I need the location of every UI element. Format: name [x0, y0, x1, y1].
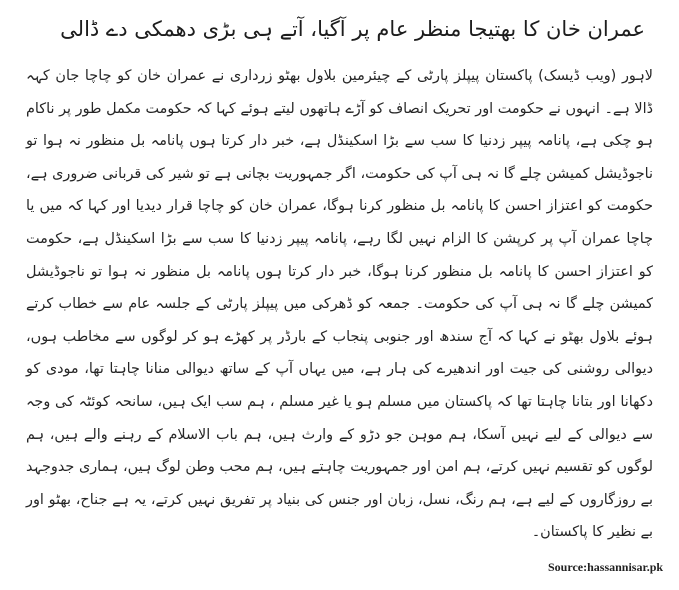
source-credit: Source:hassannisar.pk: [548, 560, 664, 574]
article-headline: عمران خان کا بھتیجا منظر عام پر آگیا، آتے ہی بڑی دھمکی دے ڈالی: [60, 17, 645, 41]
article-body: لاہور (ویب ڈیسک) پاکستان پیپلز پارٹی کے چیئرمین بلاول بھٹو زرداری نے عمران خان کو چاچا جان کہہ ڈالا ہے۔ انہوں نے حکومت اور تحریک انصاف کو آڑے ہاتھوں لیتے ہوئے کہا کہ حکومت مکمل طور پر ناکام ہو چکی ہے، پانامہ پیپر زدنیا کا سب سے بڑا اسکینڈل ہے، خبر دار کرتا ہوں پانامہ بل منظور نہ ہوا تو ناجوڈیشل کمیشن چلے گا نہ ہی آپ کی حکومت، اگر جمہوریت بچانی ہے تو شیر کی قربانی ضروری ہے، حکومت کو اعتزاز احسن کا پانامہ بل منظور کرنا ہوگا، عمران خان کو چاچا قرار دیدیا اور کہا کہ میں یا چاچا عمران آپ پر کرپشن کا الزام نہیں لگا رہے، پانامہ پیپر زدنیا کا سب سے بڑا اسکینڈل ہے، حکومت کو اعتزاز احسن کا پانامہ بل منظور کرنا ہوگا، خبر دار کرتا ہوں پانامہ بل منظور نہ ہوا تو ناجوڈیشل کمیشن چلے گا نہ ہی آپ کی حکومت۔ جمعہ کو ڈھرکی میں پیپلز پارٹی کے جلسہ عام سے خطاب کرتے ہوئے بلاول بھٹو نے کہا کہ آج سندھ اور جنوبی پنجاب کے بارڈر پر کھڑے ہو کر لوگوں سے مخاطب ہوں، دیوالی روشنی کی جیت اور اندھیرے کی ہار ہے، میں یہاں آپ کے ساتھ دیوالی منانا چاہتا تھا، مودی کو دکھانا اور بتانا چاہتا تھا کہ پاکستان میں مسلم ہو یا غیر مسلم ، ہم سب ایک ہیں، سانحہ کوئٹہ کی وجہ سے دیوالی کے لیے نہیں آسکا، ہم موہن جو دڑو کے وارث ہیں، ہم باب الاسلام کے رہنے والے ہیں، ہم لوگوں کو تقسیم نہیں کرتے، ہم امن اور جمہوریت چاہتے ہیں، ہم محب وطن لوگ ہیں، ہماری جدوجہد بے روزگاروں کے لیے ہے، ہم رنگ، نسل، زبان اور جنس کی بنیاد پر تفریق نہیں کرتے، یہ ہے جناح، بھٹو اور بے نظیر کا پاکستان۔: [26, 68, 653, 541]
